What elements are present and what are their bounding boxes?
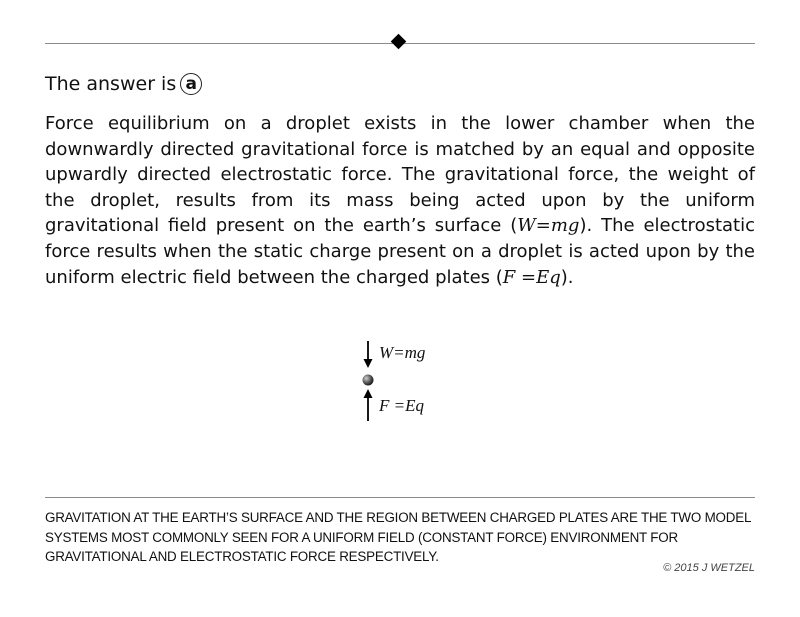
force-label: F =Eq: [379, 396, 424, 415]
weight-equation: W=mg: [517, 215, 580, 237]
explanation-paragraph: [45, 111, 755, 290]
force-equation: F =Eq: [502, 266, 561, 288]
explanation-text-1: Force equilibrium on a droplet exists in the lower chamber when the downwardly directed gravitational force is matched by an equal and opposite upwardly directed electrostatic force. The gravitational force, the weight of the droplet, results from its mass being acted upon by the uniform gravitational field present on the earth’s surface (: [45, 113, 755, 237]
explanation-text-2: ). The electrostatic force results when the static charge present on a droplet is acted upon by the uniform electric field between the charged plates (: [45, 215, 755, 288]
force-diagram: [355, 338, 475, 428]
footnote-divider: [45, 497, 755, 498]
footnote: GRAVITATION AT THE EARTH’S SURFACE AND THE REGION BETWEEN CHARGED PLATES ARE THE TWO MODEL SYSTEMS MOST COMMONLY SEEN FOR A UNIFORM FIELD (CONSTANT FORCE) ENVIRONMENT FOR GRAVITATIONAL AND ELECTROSTATIC FORCE RESPECTIVELY.: [45, 510, 751, 564]
weight-arrow-head: [364, 359, 373, 368]
answer-choice-badge: a: [180, 73, 202, 95]
copyright: © 2015 J WETZEL: [663, 562, 755, 574]
divider-diamond-icon: [391, 34, 407, 50]
weight-label: W=mg: [379, 343, 426, 362]
explanation-text-3: ).: [560, 266, 574, 288]
answer-prefix: The answer is: [45, 73, 177, 95]
answer-line: [45, 71, 202, 97]
droplet: [363, 375, 374, 386]
